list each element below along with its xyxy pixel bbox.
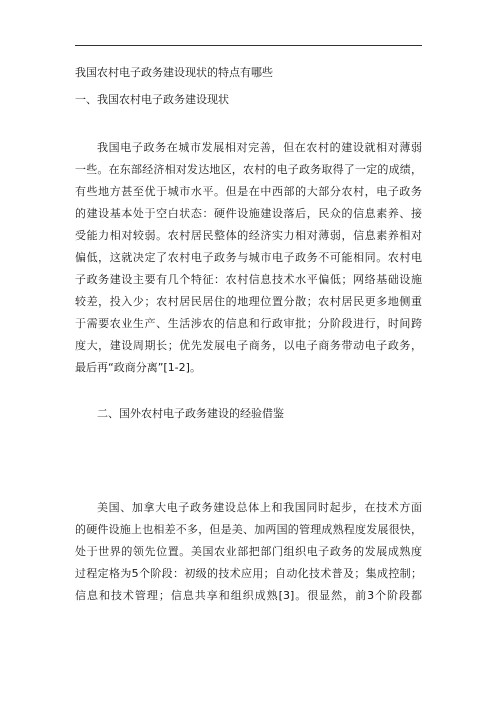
section-heading-foreign-experience: 二、国外农村电子政务建设的经验借鉴 bbox=[97, 407, 284, 420]
paragraph-line: 有些地方甚至优于城市水平。但是在中西部的大部分农村，电子政务 bbox=[75, 185, 422, 198]
paragraph-line: 的硬件设施上也相差不多，但是美、加两国的管理成熟程度发展很快， bbox=[75, 523, 422, 536]
paragraph-line: 受能力相对较弱。农村居民整体的经济实力相对薄弱，信息素养相对 bbox=[75, 229, 422, 242]
paragraph-line: 度大，建设周期长；优先发展电子商务，以电子商务带动电子政务， bbox=[75, 339, 422, 352]
paragraph-line: 偏低，这就决定了农村电子政务与城市电子政务不可能相同。农村电 bbox=[75, 251, 422, 264]
paragraph-line: 过程定格为5个阶段：初级的技术应用；自动化技术普及；集成控制； bbox=[75, 567, 422, 580]
document-title: 我国农村电子政务建设现状的特点有哪些 bbox=[75, 66, 273, 79]
paragraph-line: 我国电子政务在城市发展相对完善，但在农村的建设就相对薄弱 bbox=[97, 141, 422, 154]
paragraph-line: 一些。在东部经济相对发达地区，农村的电子政务取得了一定的成绩， bbox=[75, 163, 422, 176]
paragraph-line: 的建设基本处于空白状态：硬件设施建设落后，民众的信息素养、接 bbox=[75, 207, 422, 220]
paragraph-line: 于需要农业生产、生活涉农的信息和行政审批；分阶段进行，时间跨 bbox=[75, 317, 422, 330]
paragraph-line: 较差，投入少；农村居民居住的地理位置分散；农村居民更多地侧重 bbox=[75, 295, 422, 308]
paragraph-line: 最后再“政商分离”[1-2]。 bbox=[75, 361, 201, 374]
paragraph-current-status bbox=[75, 137, 422, 379]
paragraph-line: 处于世界的领先位置。美国农业部把部门组织电子政务的发展成熟度 bbox=[75, 545, 422, 558]
paragraph-line: 子政务建设主要有几个特征：农村信息技术水平偏低；网络基础设施 bbox=[75, 273, 422, 286]
header-rule bbox=[75, 45, 422, 46]
paragraph-line: 信息和技术管理；信息共享和组织成熟[3]。很显然，前3个阶段都 bbox=[75, 589, 422, 602]
section-heading-current-status: 一、我国农村电子政务建设现状 bbox=[75, 93, 229, 106]
paragraph-line: 美国、加拿大电子政务建设总体上和我国同时起步，在技术方面 bbox=[97, 501, 422, 514]
paragraph-foreign-experience bbox=[75, 497, 422, 607]
